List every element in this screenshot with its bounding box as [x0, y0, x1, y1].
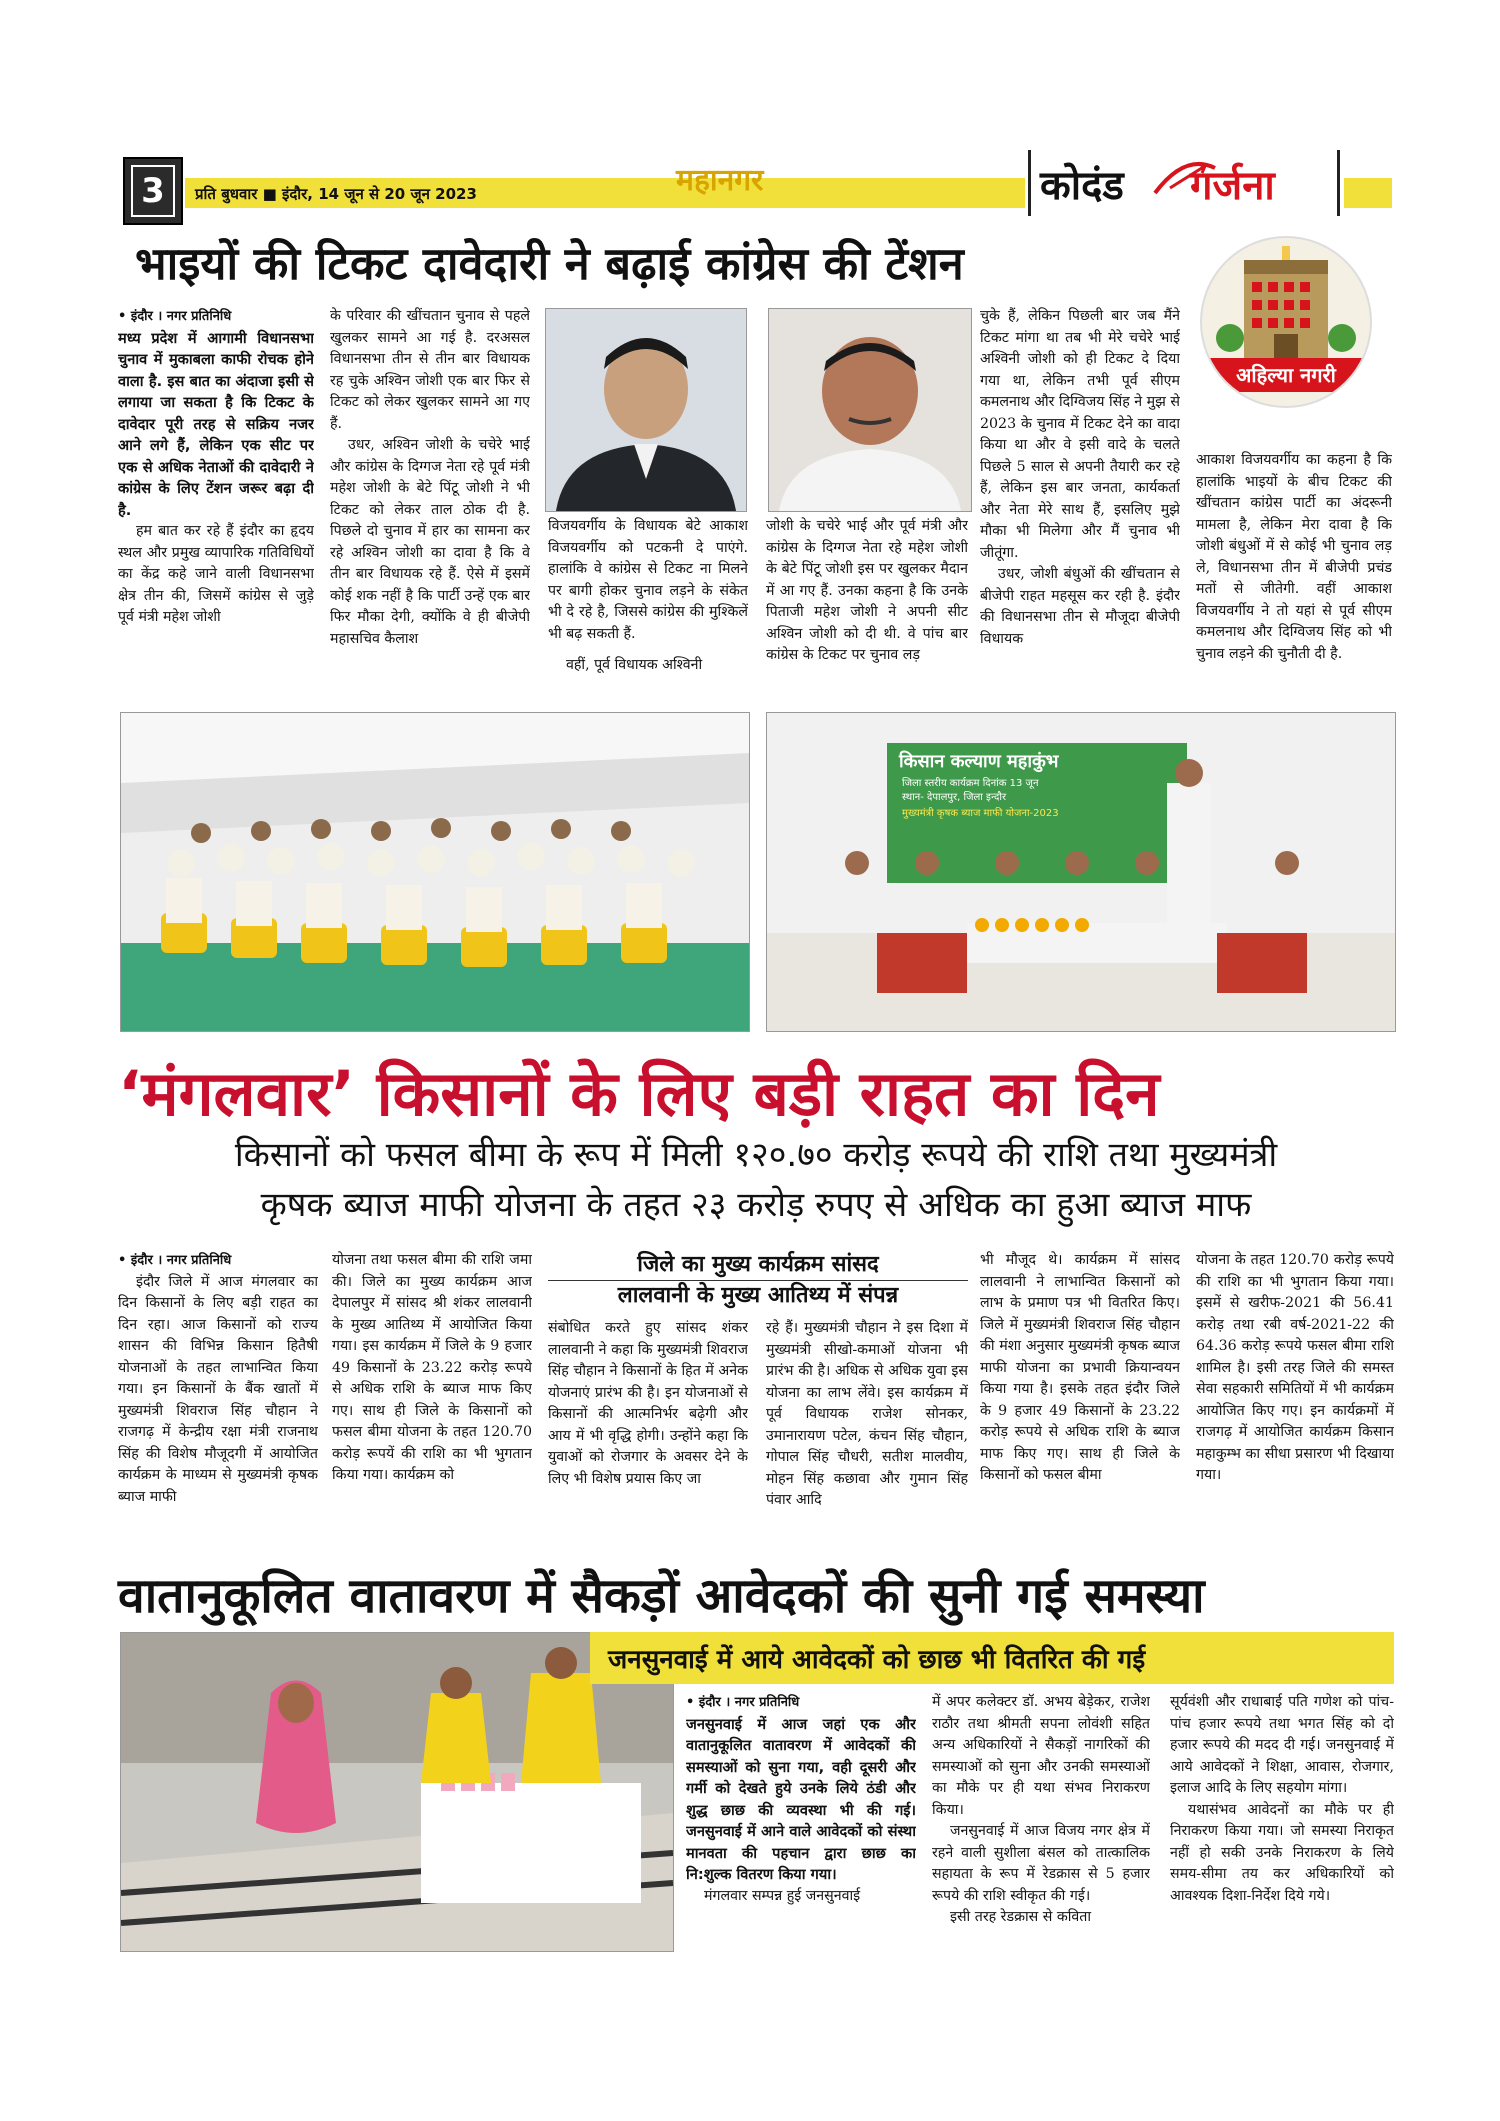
story2-subhead [548, 1250, 968, 1311]
banner-title: किसान कल्याण महाकुंभ [899, 751, 1059, 772]
story1-col6 [1196, 450, 1392, 698]
story2-headline: ‘मंगलवार’ किसानों के लिए बड़ी राहत का दिन [118, 1057, 1160, 1130]
brand-right: गर्जना [1190, 163, 1275, 209]
masthead-divider [1028, 150, 1031, 216]
story2-col5-para: भी मौजूद थे। कार्यक्रम में सांसद लालवानी ने लाभान्वित किसानों को लाभ के प्रमाण पत्र भी वितरित किए। जिले में मुख्यमंत्री शिवराज सिंह चौहान की मंशा अनुसार मुख्यमंत्री कृषक ब्याज माफी योजना का प्रभावी क्रियान्वयन किया गया है। इसके तहत इंदौर जिले के 9 हजार 49 किसानों के 23.22 करोड़ रूपये से अधिक राशि के ब्याज माफ किए गए। साथ ही जिले के किसानों को फसल बीमा [980, 1252, 1180, 1483]
page-number-box [123, 157, 183, 225]
story1-col5-para2: उधर, जोशी बंधुओं की खींचतान से बीजेपी राहत महसूस कर रही है. इंदौर की विधानसभा तीन से मौजूदा बीजेपी विधायक [980, 566, 1180, 647]
banner-line1: जिला स्तरीय कार्यक्रम दिनांक 13 जून [902, 778, 1039, 789]
story1-col1-para: हम बात कर रहे हैं इंदौर का हृदय स्थल और प्रमुख व्यापारिक गतिविधियों का केंद्र कहे जाने वाली विधानसभा क्षेत्र तीन की, जिसमें कांग्रेस से जुड़े पूर्व मंत्री महेश जोशी [118, 523, 314, 625]
story2-col1 [118, 1250, 318, 1550]
story3-col3-para1: सूर्यवंशी और राधाबाई पति गणेश को पांच-पांच हजार रूपये तथा भगत सिंह को दो हजार रूपये की मदद दी गई। जनसुनवाई में आये आवेदकों ने शिक्षा, आवास, रोजगार, इलाज आदि के लिए सहयोग मांगा। [1170, 1694, 1394, 1796]
story3-lead: जनसुनवाई में आज जहां एक और वातानुकूलित वातावरण में आवेदकों की समस्याओं को सुना गया, वही दूसरी और गर्मी को देखते हुये उनके लिये ठंडी और शुद्ध छाछ की व्यवस्था भी की गई। जनसुनवाई में आने वाले आवेदकों को संस्था मानवता की पहचान द्वारा छाछ का नि:शुल्क वितरण किया गया। [686, 1715, 916, 1883]
masthead-divider-right [1337, 150, 1340, 216]
banner-line3: मुख्यमंत्री कृषक ब्याज माफी योजना-2023 [902, 808, 1059, 819]
story3-deck: जनसुनवाई में आये आवेदकों को छाछ भी वितरित की गई [608, 1645, 1146, 1675]
story1-col6-para1: आकाश विजयवर्गीय का कहना है कि हालांकि भाइयों के बीच टिकट की खींचतान कांग्रेस पार्टी का अंदरूनी मामला है, लेकिन मेरा दावा है कि जोशी बंधुओं में से कोई भी चुनाव लड़ ले, विधानसभा तीन में बीजेपी प्रचंड मतों से जीतेगी. वहीं आकाश विजयवर्गीय ने तो यहां से पूर्व सीएम कमलनाथ और दिग्विजय सिंह को भी चुनाव लड़ने की चुनौती दी है. [1196, 452, 1392, 662]
story1-dateline: • इंदौर । नगर प्रतिनिधि [118, 309, 232, 324]
story1-col5-para1: चुके हैं, लेकिन पिछली बार जब मैंने टिकट मांगा था तब भी मेरे चचेरे भाई अश्विनी जोशी को ही टिकट दे दिया गया था, लेकिन तभी पूर्व सीएम कमलनाथ और दिग्विजय सिंह ने मुझ से 2023 के चुनाव में टिकट देने का वादा किया था और वे इसी वादे के चलते पिछले 5 साल से अपनी तैयारी कर रहे हैं, लेकिन इस बार जनता, कार्यकर्ता और नेता मेरे साथ हैं, इसलिए मुझे मौका भी मिलेगा और मैं चुनाव भी जीतूंगा. [980, 308, 1180, 561]
stage-dignitaries-photo-icon [767, 713, 1395, 1031]
issue-line: प्रति बुधवार ■ इंदौर, 14 जून से 20 जून 2023 [195, 185, 477, 203]
masthead-bar-right [1344, 178, 1392, 208]
story2-deck-line1: किसानों को फसल बीमा के रूप में मिली १२०.७० करोड़ रूपये की राशि तथा मुख्यमंत्री [234, 1135, 1278, 1175]
story3-deck-box [590, 1632, 1394, 1684]
portrait-photo-1 [545, 308, 747, 512]
story2-col3 [548, 1318, 748, 1550]
story3-col2 [932, 1692, 1150, 1950]
story2-deck-line2: कृषक ब्याज माफी योजना के तहत २३ करोड़ रुपए से अधिक का हुआ ब्याज माफ [260, 1185, 1252, 1225]
story2-col5 [980, 1250, 1180, 1550]
person-portrait-icon [769, 309, 971, 511]
brand-logo [1040, 156, 1330, 216]
story2-dateline: • इंदौर । नगर प्रतिनिधि [118, 1253, 232, 1268]
story3-col3 [1170, 1692, 1394, 1950]
story1-col2 [330, 306, 530, 698]
story3-col1-para: मंगलवार सम्पन्न हुई जनसुनवाई [704, 1887, 861, 1904]
story3-col2-para1: में अपर कलेक्टर डॉ. अभय बेड़ेकर, राजेश राठौर तथा श्रीमती सपना लोवंशी सहित अन्य अधिकारियों ने सैकड़ों नागरिकों की समस्याओं को सुना और उनकी समस्याओं का मौके पर ही यथा संभव निराकरण किया। [932, 1694, 1150, 1818]
city-badge-label: अहिल्या नगरी [1202, 358, 1370, 392]
story3-col3-para2: यथासंभव आवेदनों का मौके पर ही निराकरण किया गया। जो समस्या निराकृत नहीं हो सकी उनके निराकरण के लिये समय-सीमा तय कर अधिकारियों को आवश्यक दिशा-निर्देश दिये गये। [1170, 1801, 1394, 1904]
story1-col4-para1: जोशी के चचेरे भाई और पूर्व मंत्री और कांग्रेस के दिग्गज नेता रहे महेश जोशी के बेटे पिंटू जोशी इस पर खुलकर मैदान में आ गए हैं. उनका कहना है कि उनके पिताजी महेश जोशी ने अपनी सीट अश्विन जोशी को दी थी. वे पांच बार कांग्रेस के टिकट पर चुनाव लड़ [766, 518, 968, 663]
section-title: महानगर [676, 163, 764, 198]
story2-subhead-line1: जिले का मुख्य कार्यक्रम सांसद [637, 1252, 879, 1277]
story1-col5 [980, 306, 1180, 698]
event-stage-photo [766, 712, 1396, 1032]
story1-headline: भाइयों की टिकट दावेदारी ने बढ़ाई कांग्रेस की टेंशन [135, 237, 964, 290]
banner-line2: स्थान- देपालपुर, जिला इन्दौर [902, 792, 1007, 803]
crowd-seated-photo-icon [121, 713, 749, 1031]
story2-col2-para: योजना तथा फसल बीमा की राशि जमा की। जिले का मुख्य कार्यक्रम आज देपालपुर में सांसद श्री शंकर लालवानी के मुख्य आतिथ्य में आयोजित किया गया। इस कार्यक्रम में जिले के 9 हजार 49 किसानों के 23.22 करोड़ रूपये से अधिक राशि के ब्याज माफ किए गए। साथ ही जिले के किसानों को फसल बीमा योजना के तहत 120.70 करोड़ रूपयें की राशि का भी भुगतान किया गया। कार्यक्रम को [332, 1252, 532, 1483]
story1-col2-para1: के परिवार की खींचतान चुनाव से पहले खुलकर सामने आ गई है. दरअसल विधानसभा तीन से तीन बार विधायक रह चुके अश्विन जोशी एक बार फिर से टिकट को लेकर खुलकर सामने आ गए हैं. [330, 308, 530, 432]
story3-col2-para3: इसी तरह रेडक्रास से कविता [950, 1909, 1092, 1925]
page-number: 3 [131, 165, 175, 217]
story3-headline: वातानुकूलित वातावरण में सैकड़ों आवेदकों की सुनी गई समस्या [118, 1568, 1205, 1624]
story1-lead: मध्य प्रदेश में आगामी विधानसभा चुनाव में मुकाबला काफी रोचक होने वाला है. इस बात का अंदाजा इसी से लगाया जा सकता है कि टिकट के दावेदार पूरी तरह से सक्रिय नजर आने लगे हैं, लेकिन एक सीट पर एक से अधिक नेताओं की दावेदारी ने कांग्रेस के लिए टेंशन जरूर बढ़ा दी है. [118, 329, 314, 519]
story2-subhead-line2: लालवानी के मुख्य आतिथ्य में संपन्न [548, 1280, 968, 1311]
story3-col1 [686, 1692, 916, 1950]
brand-left: कोदंड [1040, 163, 1124, 209]
story3-col2-para2: जनसुनवाई में आज विजय नगर क्षेत्र में रहने वाली सुशीला बंसल को तात्कालिक सहायता के रूप में रेडक्रास से 5 हजार रूपये की राशि स्वीकृत की गई। [932, 1823, 1150, 1904]
story2-col4-para: रहे हैं। मुख्यमंत्री चौहान ने इस दिशा में मुख्यमंत्री सीखो-कमाओं योजना भी प्रारंभ की है। अधिक से अधिक युवा इस योजना का लाभ लेंवे। इस कार्यक्रम में पूर्व विधायक राजेश सोनकर, उमानारायण पटेल, कंचन सिंह चौहान, गोपाल सिंह चौधरी, सतीश मालवीय, मोहन सिंह कछावा और गुमान सिंह पंवार आदि [766, 1320, 968, 1508]
story1-col3 [548, 516, 748, 698]
event-audience-photo [120, 712, 750, 1032]
story2-deck [118, 1130, 1394, 1230]
story2-col1-para: इंदौर जिले में आज मंगलवार का दिन किसानों के लिए बड़ी राहत का दिन रहा। आज किसानों को राज्य शासन की विभिन्न किसान हितैषी योजनाओं के तहत लाभान्वित किया गया। इन किसानों के बैंक खातों में मुख्यमंत्री शिवराज सिंह चौहान ने राजगढ़ में केन्द्रीय रक्षा मंत्री राजनाथ सिंह की विशेष मौजूदगी में आयोजित कार्यक्रम के माध्यम से मुख्यमंत्री कृषक ब्याज माफी [118, 1273, 318, 1505]
story1-col2-para2: उधर, अश्विन जोशी के चचेरे भाई और कांग्रेस के दिग्गज नेता रहे पूर्व मंत्री महेश जोशी के बेटे पिंटू जोशी ने भी टिकट को लेकर ताल ठोक दी है. पिछले दो चुनाव में हार का सामना कर रहे अश्विन जोशी का दावा है कि वे तीन बार विधायक रहे हैं. ऐसे में इसमें कोई शक नहीं है कि पार्टी उन्हें एक बार फिर मौका देगी, क्योंकि वे ही बीजेपी महासचिव कैलाश [330, 437, 530, 647]
story1-col3-para1: विजयवर्गीय के विधायक बेटे आकाश विजयवर्गीय को पटकनी दे पाएंगे. हालांकि वे कांग्रेस से टिकट ना मिलने पर बागी होकर चुनाव लड़ने के संकेत भी दे रहे है, जिससे कांग्रेस की मुश्किलें भी बढ़ सकती हैं. [548, 518, 748, 642]
story2-col2 [332, 1250, 532, 1550]
story2-col6-para: योजना के तहत 120.70 करोड़ रूपये की राशि का भी भुगतान किया गया। इसमें से खरीफ-2021 की 56.41 करोड़ तथा रबी वर्ष-2021-22 की 64.36 करोड़ रूपये फसल बीमा राशि शामिल है। इसी तरह जिले की समस्त सेवा सहकारी समितियों में भी कार्यक्रम आयोजित किए गए। इन कार्यक्रमों में राजगढ़ में आयोजित कार्यक्रम किसान महाकुम्भ का सीधा प्रसारण भी दिखाया गया। [1196, 1252, 1394, 1483]
story1-col1 [118, 306, 314, 698]
story2-col4 [766, 1318, 968, 1550]
portrait-photo-2 [768, 308, 972, 512]
story2-col3-para: संबोधित करते हुए सांसद शंकर लालवानी ने कहा कि मुख्यमंत्री शिवराज सिंह चौहान ने किसानों के हित में अनेक योजनाएं प्रारंभ की है। इन योजनाओं से किसानों की आत्मनिर्भर बढ़ेगी और आय में भी वृद्धि होगी। उन्होंने कहा कि युवाओं को रोजगार के अवसर देने के लिए भी विशेष प्रयास किए जा [548, 1320, 748, 1487]
story3-dateline: • इंदौर । नगर प्रतिनिधि [686, 1695, 800, 1710]
city-badge [1200, 236, 1372, 408]
story2-col6 [1196, 1250, 1394, 1550]
story1-col3-para2: वहीं, पूर्व विधायक अश्विनी [566, 657, 703, 673]
story1-col4 [766, 516, 968, 698]
person-portrait-icon [546, 309, 746, 511]
